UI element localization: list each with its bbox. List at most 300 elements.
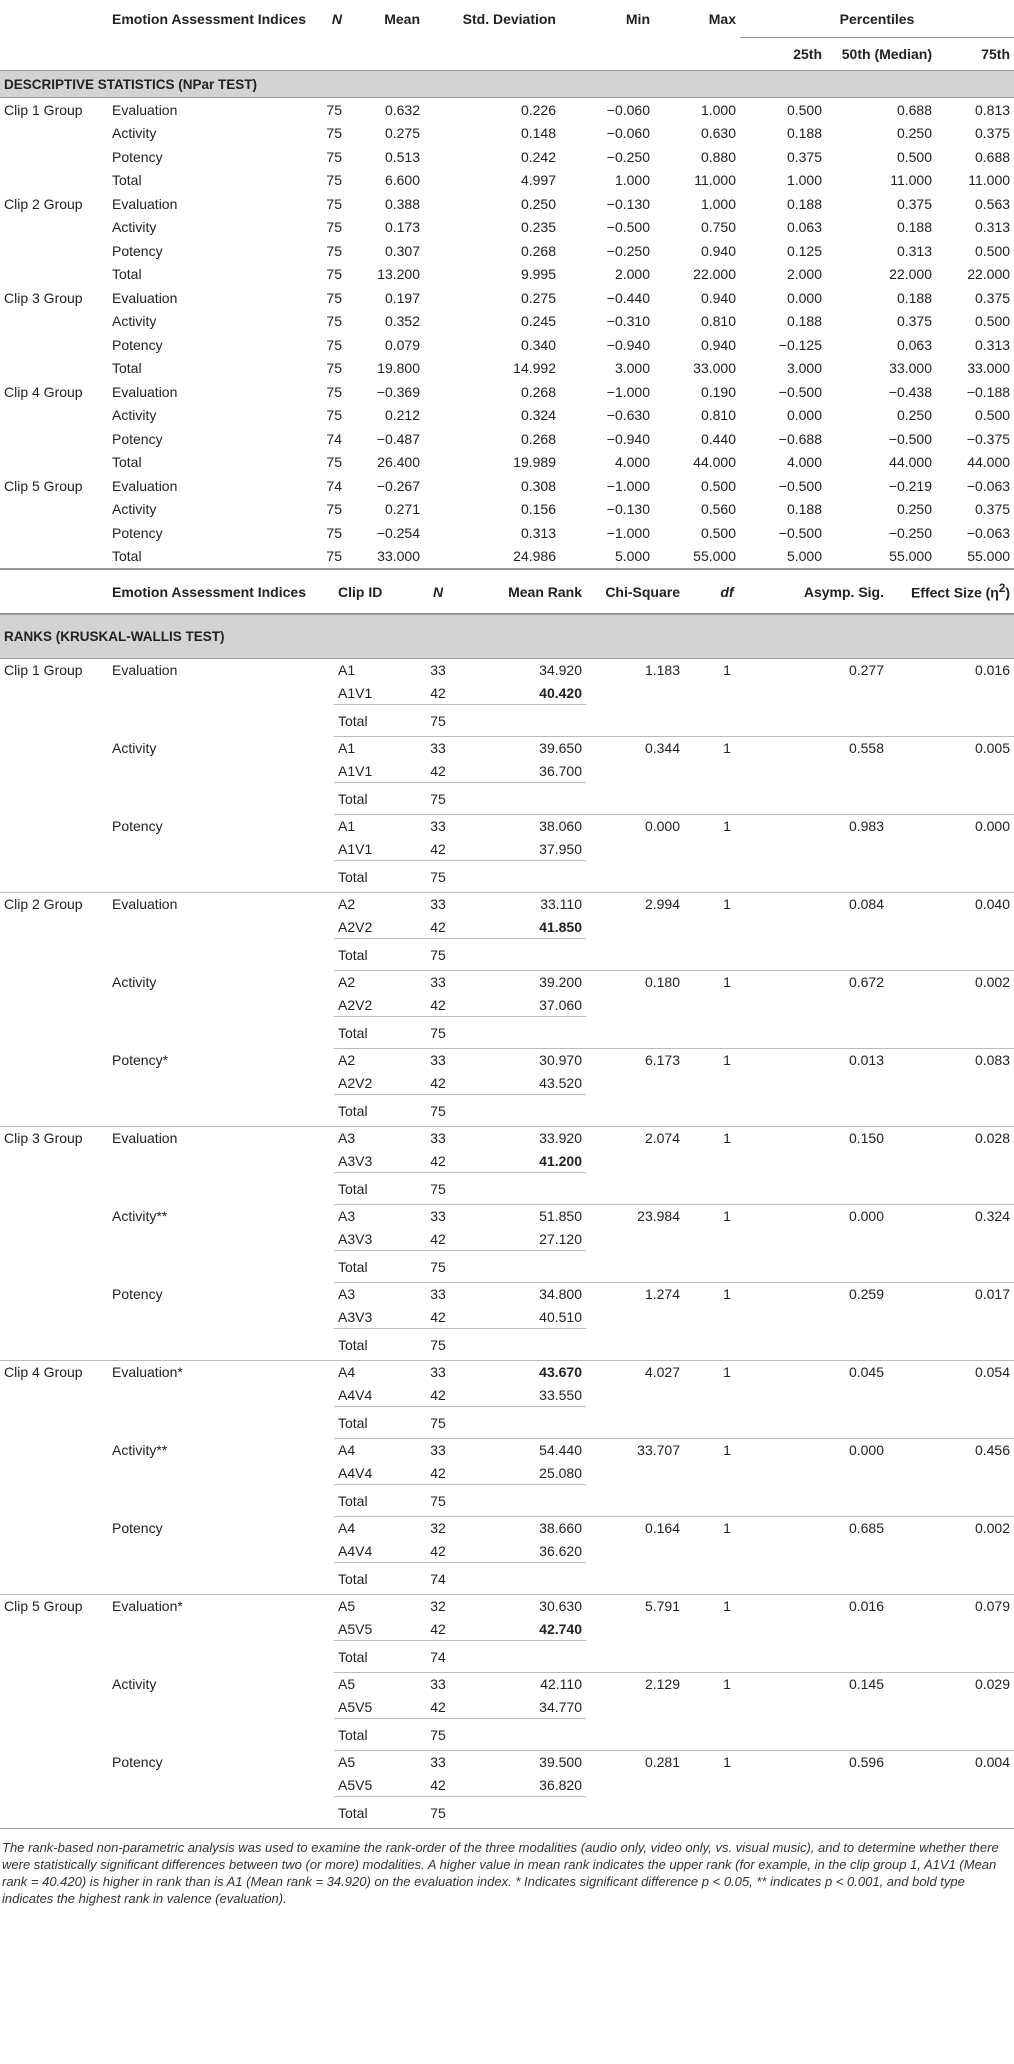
- cell-group: [0, 1329, 108, 1361]
- cell-clip-id: A1V1: [338, 840, 373, 857]
- cell-total-n: 75: [416, 783, 460, 815]
- cell-empty: [460, 1251, 586, 1283]
- cell-index: Activity: [112, 313, 157, 330]
- cell-max: 0.440: [700, 430, 736, 447]
- table-row: [0, 861, 1014, 893]
- cell-index: Activity: [112, 407, 157, 424]
- cell-group: [0, 263, 108, 287]
- cell-index: [108, 760, 334, 783]
- cell-p75: 33.000: [967, 360, 1011, 377]
- cell-p75: 0.375: [974, 501, 1011, 518]
- cell-index: [108, 1017, 334, 1049]
- cell-index: [108, 939, 334, 971]
- cell-index: [108, 994, 334, 1017]
- cell-group: Clip 3 Group: [0, 1127, 108, 1150]
- cell-group: [0, 1751, 108, 1774]
- cell-mean-rank: 36.620: [539, 1542, 582, 1559]
- cell-sd: 0.235: [520, 219, 556, 236]
- cell-total-label: Total: [334, 1641, 416, 1673]
- cell-max: 0.500: [700, 524, 736, 541]
- cell-total-label: Total: [334, 1095, 416, 1127]
- cell-index: [108, 1173, 334, 1205]
- cell-index: Activity: [112, 501, 157, 518]
- cell-max: 0.500: [700, 477, 736, 494]
- cell-p25: 0.063: [786, 219, 822, 236]
- cell-index: Potency: [112, 242, 163, 259]
- table-row: [0, 1049, 1014, 1072]
- cell-mean-rank: 38.060: [460, 815, 586, 838]
- cell-n: 75: [326, 125, 342, 142]
- cell-total-n: 74: [416, 1563, 460, 1595]
- cell-index: [108, 1095, 334, 1127]
- cell-group: [0, 1306, 108, 1329]
- ranks-header-clip-id: Clip ID: [334, 569, 416, 614]
- header-indices: Emotion Assessment Indices: [112, 10, 306, 27]
- cell-mean: 0.079: [384, 336, 420, 353]
- cell-max: 0.560: [700, 501, 736, 518]
- cell-n: 75: [326, 219, 342, 236]
- cell-mean-rank: 37.950: [539, 840, 582, 857]
- table-row: [0, 427, 1014, 451]
- cell-clip-id: A3V3: [338, 1308, 373, 1325]
- cell-clip-id: A2V2: [338, 1074, 373, 1091]
- cell-chi-square: 5.791: [586, 1595, 684, 1618]
- cell-asymp-sig: 0.596: [770, 1751, 888, 1774]
- cell-group: [0, 971, 108, 994]
- cell-index: [108, 1407, 334, 1439]
- cell-p25: 0.188: [786, 195, 822, 212]
- cell-n: 33: [416, 815, 460, 838]
- cell-empty: [460, 1485, 586, 1517]
- table-row: [0, 474, 1014, 498]
- table-row: [0, 994, 1014, 1017]
- cell-p50: 0.375: [896, 313, 932, 330]
- cell-p50: 0.250: [896, 125, 932, 142]
- cell-empty: [770, 1173, 888, 1205]
- cell-effect-size: 0.083: [888, 1049, 1014, 1072]
- cell-index: [108, 1329, 334, 1361]
- cell-group: [0, 1563, 108, 1595]
- cell-empty: [770, 1384, 888, 1407]
- cell-empty: [586, 682, 684, 705]
- table-row: [0, 286, 1014, 310]
- cell-effect-size: 0.054: [888, 1361, 1014, 1384]
- cell-mean-rank: 54.440: [460, 1439, 586, 1462]
- cell-empty: [770, 1462, 888, 1485]
- cell-group: [0, 737, 108, 760]
- cell-empty: [888, 1797, 1014, 1829]
- cell-empty: [460, 1095, 586, 1127]
- cell-mean-rank: 42.740: [539, 1620, 582, 1637]
- table-row: [0, 1329, 1014, 1361]
- cell-index: [108, 1563, 334, 1595]
- cell-p50: 0.375: [896, 195, 932, 212]
- cell-total-n: 75: [416, 1251, 460, 1283]
- cell-group: Clip 1 Group: [4, 662, 83, 679]
- cell-mean: 0.271: [384, 501, 420, 518]
- cell-empty: [888, 783, 1014, 815]
- cell-clip-id: A5V5: [338, 1698, 373, 1715]
- cell-min: −0.060: [606, 101, 650, 118]
- cell-group: [0, 545, 108, 569]
- cell-effect-size: 0.029: [888, 1673, 1014, 1696]
- cell-total-label: Total: [334, 1017, 416, 1049]
- cell-n: 74: [326, 477, 342, 494]
- cell-group: [0, 861, 108, 893]
- cell-min: −0.630: [606, 407, 650, 424]
- header-min: Min: [625, 10, 650, 27]
- cell-empty: [586, 994, 684, 1017]
- table-row: [0, 1251, 1014, 1283]
- header-p50: 50th (Median): [841, 46, 932, 62]
- cell-n: 42: [430, 1308, 446, 1325]
- cell-n: 32: [416, 1595, 460, 1618]
- cell-empty: [684, 1095, 770, 1127]
- cell-clip-id: A3V3: [338, 1230, 373, 1247]
- cell-empty: [684, 939, 770, 971]
- cell-empty: [888, 1641, 1014, 1673]
- cell-clip-id: A2V2: [338, 996, 373, 1013]
- cell-n: 75: [326, 454, 342, 471]
- header-n: N: [331, 10, 342, 27]
- cell-n: 75: [326, 313, 342, 330]
- cell-empty: [586, 1462, 684, 1485]
- cell-n: 42: [430, 1152, 446, 1169]
- cell-asymp-sig: 0.045: [770, 1361, 888, 1384]
- cell-empty: [586, 1384, 684, 1407]
- table-row: [0, 545, 1014, 569]
- cell-p25: 0.125: [786, 242, 822, 259]
- cell-empty: [684, 916, 770, 939]
- table-row: [0, 1283, 1014, 1306]
- cell-index: Evaluation*: [108, 1595, 334, 1618]
- cell-empty: [888, 1251, 1014, 1283]
- cell-group: [0, 216, 108, 240]
- table-row: [0, 521, 1014, 545]
- table-row: [0, 498, 1014, 522]
- cell-clip-id: A1: [334, 815, 416, 838]
- cell-index: Total: [112, 454, 142, 471]
- cell-chi-square: 6.173: [586, 1049, 684, 1072]
- cell-empty: [770, 1696, 888, 1719]
- cell-min: −0.130: [606, 195, 650, 212]
- cell-index: [108, 916, 334, 939]
- table-row: [0, 783, 1014, 815]
- cell-empty: [586, 1485, 684, 1517]
- cell-df: 1: [684, 815, 770, 838]
- cell-total-n: 74: [416, 1641, 460, 1673]
- cell-p75: 0.313: [974, 219, 1011, 236]
- cell-n: 33: [416, 1283, 460, 1306]
- cell-mean-rank: 42.110: [460, 1673, 586, 1696]
- cell-min: −0.440: [606, 289, 650, 306]
- cell-mean: 33.000: [377, 548, 420, 565]
- cell-empty: [770, 1017, 888, 1049]
- cell-sd: 24.986: [513, 548, 556, 565]
- cell-min: −0.060: [606, 125, 650, 142]
- cell-mean: 0.388: [384, 195, 420, 212]
- cell-total-n: 75: [416, 861, 460, 893]
- cell-clip-id: A1V1: [338, 762, 373, 779]
- cell-p25: −0.688: [778, 430, 822, 447]
- cell-clip-id: A3V3: [338, 1152, 373, 1169]
- cell-mean-rank: 40.510: [539, 1308, 582, 1325]
- cell-empty: [684, 1150, 770, 1173]
- cell-empty: [770, 760, 888, 783]
- cell-p25: −0.500: [778, 383, 822, 400]
- cell-min: −1.000: [606, 524, 650, 541]
- cell-p50: −0.219: [888, 477, 932, 494]
- cell-total-label: Total: [334, 1251, 416, 1283]
- cell-group: [0, 404, 108, 428]
- cell-effect-size: 0.002: [888, 1517, 1014, 1540]
- table-row: [0, 815, 1014, 838]
- cell-empty: [770, 1563, 888, 1595]
- cell-group: [0, 357, 108, 381]
- table-row: [0, 263, 1014, 287]
- cell-p75: −0.063: [966, 524, 1011, 541]
- cell-sd: 0.268: [520, 383, 556, 400]
- cell-clip-id: A1V1: [338, 684, 373, 701]
- cell-mean-rank: 41.850: [539, 918, 582, 935]
- cell-p50: −0.250: [888, 524, 932, 541]
- cell-n: 75: [326, 524, 342, 541]
- cell-p75: 22.000: [967, 266, 1011, 283]
- cell-n: 75: [326, 501, 342, 518]
- cell-group: [0, 310, 108, 334]
- cell-min: −0.940: [606, 336, 650, 353]
- cell-n: 33: [416, 1127, 460, 1150]
- cell-p25: 1.000: [786, 172, 822, 189]
- cell-index: Potency: [112, 1286, 163, 1302]
- cell-group: [0, 760, 108, 783]
- cell-p75: 0.813: [974, 101, 1011, 118]
- cell-empty: [770, 1719, 888, 1751]
- cell-effect-size: 0.456: [888, 1439, 1014, 1462]
- cell-df: 1: [684, 1517, 770, 1540]
- cell-mean-rank: 43.670: [460, 1361, 586, 1384]
- cell-empty: [888, 916, 1014, 939]
- cell-clip-id: A2V2: [338, 918, 373, 935]
- table-row: [0, 192, 1014, 216]
- cell-df: 1: [684, 1205, 770, 1228]
- cell-empty: [684, 1462, 770, 1485]
- cell-empty: [770, 1407, 888, 1439]
- cell-clip-id: A1: [334, 737, 416, 760]
- cell-empty: [460, 1797, 586, 1829]
- cell-n: 42: [430, 1620, 446, 1637]
- cell-df: 1: [684, 1127, 770, 1150]
- cell-sd: 9.995: [520, 266, 556, 283]
- cell-group: [0, 1485, 108, 1517]
- cell-mean: −0.487: [376, 430, 420, 447]
- cell-group: [0, 122, 108, 146]
- cell-max: 0.630: [700, 125, 736, 142]
- cell-clip-id: A4V4: [338, 1542, 373, 1559]
- cell-p50: 0.250: [896, 407, 932, 424]
- cell-index: [108, 1072, 334, 1095]
- cell-p25: 0.000: [786, 407, 822, 424]
- cell-chi-square: 1.183: [644, 662, 680, 679]
- cell-group: [0, 1049, 108, 1072]
- cell-index: Total: [112, 172, 142, 189]
- cell-mean: −0.267: [376, 477, 420, 494]
- cell-mean: 0.275: [384, 125, 420, 142]
- table-row: [0, 1563, 1014, 1595]
- cell-group: [0, 838, 108, 861]
- cell-index: Potency: [112, 1754, 163, 1770]
- table-row: [0, 1696, 1014, 1719]
- cell-clip-id: A2: [334, 893, 416, 916]
- cell-p75: −0.375: [966, 430, 1011, 447]
- cell-group: [0, 239, 108, 263]
- cell-asymp-sig: 0.000: [770, 1205, 888, 1228]
- cell-asymp-sig: 0.983: [770, 815, 888, 838]
- cell-n: 74: [326, 430, 342, 447]
- table-row: [0, 145, 1014, 169]
- cell-index: Evaluation: [112, 662, 178, 679]
- cell-empty: [684, 1329, 770, 1361]
- header-max: Max: [708, 10, 736, 27]
- cell-mean-rank: 34.770: [539, 1698, 582, 1715]
- table-row: [0, 1205, 1014, 1228]
- cell-group: [0, 705, 108, 737]
- cell-p25: 0.188: [786, 501, 822, 518]
- cell-chi-square: 2.994: [586, 893, 684, 916]
- cell-mean-rank: 51.850: [460, 1205, 586, 1228]
- table-row: [0, 122, 1014, 146]
- cell-sd: 0.340: [520, 336, 556, 353]
- cell-empty: [684, 783, 770, 815]
- cell-n: 33: [416, 893, 460, 916]
- cell-total-n: 75: [416, 939, 460, 971]
- cell-p75: 0.688: [974, 148, 1011, 165]
- table-footnote: The rank-based non-parametric analysis was used to examine the rank-order of the three modalities (audio only, video only, vs. visual music), and to determine whether there were statistically significant differences between two (or more) modalities. A higher value in mean rank indicates the upper rank (for example, in the clip group 1, A1V1 (Mean rank = 40.420) is higher in rank than is A1 (Mean rank = 34.920) on the evaluation index. * Indicates significant difference p < 0.05, ** indicates p < 0.001, and bold type indicates the highest rank in valence (evaluation).: [0, 1828, 1014, 1893]
- cell-empty: [684, 1173, 770, 1205]
- cell-index: [108, 1696, 334, 1719]
- cell-min: −1.000: [606, 383, 650, 400]
- cell-index: Potency: [112, 524, 163, 541]
- cell-clip-id: A4V4: [338, 1386, 373, 1403]
- cell-clip-id: A2: [334, 971, 416, 994]
- cell-df: 1: [684, 737, 770, 760]
- cell-sd: 0.275: [520, 289, 556, 306]
- cell-clip-id: A3: [334, 1205, 416, 1228]
- cell-group: [0, 1251, 108, 1283]
- cell-total-n: 75: [416, 1719, 460, 1751]
- cell-empty: [770, 1095, 888, 1127]
- cell-total-n: 75: [416, 1173, 460, 1205]
- cell-group: Clip 4 Group: [0, 1361, 108, 1384]
- cell-max: 0.940: [700, 289, 736, 306]
- cell-mean-rank: 34.920: [460, 659, 586, 682]
- cell-df: 1: [684, 1049, 770, 1072]
- cell-n: 33: [416, 659, 460, 682]
- cell-empty: [770, 783, 888, 815]
- table-row: [0, 971, 1014, 994]
- cell-empty: [888, 1407, 1014, 1439]
- cell-n: 42: [430, 1698, 446, 1715]
- cell-empty: [586, 939, 684, 971]
- cell-empty: [684, 1696, 770, 1719]
- header-mean: Mean: [384, 10, 420, 27]
- cell-total-n: 75: [416, 1485, 460, 1517]
- cell-empty: [684, 1618, 770, 1641]
- cell-clip-id: A4V4: [338, 1464, 373, 1481]
- cell-mean-rank: 41.200: [539, 1152, 582, 1169]
- cell-group: [0, 1540, 108, 1563]
- cell-empty: [586, 1563, 684, 1595]
- cell-index: [108, 1618, 334, 1641]
- ranks-header-df: df: [684, 569, 770, 614]
- table-row: [0, 1618, 1014, 1641]
- cell-empty: [586, 1618, 684, 1641]
- cell-empty: [586, 1797, 684, 1829]
- cell-mean: −0.254: [376, 524, 420, 541]
- cell-sd: 0.324: [520, 407, 556, 424]
- cell-group: Clip 5 Group: [0, 1595, 108, 1618]
- cell-n: 33: [416, 971, 460, 994]
- ranks-header-mean-rank: Mean Rank: [460, 569, 586, 614]
- cell-index: Activity: [112, 125, 157, 142]
- cell-empty: [586, 1150, 684, 1173]
- cell-mean-rank: 30.970: [460, 1049, 586, 1072]
- table-row: [0, 1462, 1014, 1485]
- cell-group: [0, 916, 108, 939]
- cell-mean: 0.307: [384, 242, 420, 259]
- cell-index: Potency: [112, 336, 163, 353]
- cell-p50: 0.188: [896, 219, 932, 236]
- cell-group: [0, 1173, 108, 1205]
- cell-sd: 0.156: [520, 501, 556, 518]
- cell-mean-rank: 43.520: [539, 1074, 582, 1091]
- cell-group: Clip 5 Group: [4, 477, 83, 494]
- cell-empty: [460, 939, 586, 971]
- cell-empty: [684, 1641, 770, 1673]
- table-row: [0, 1095, 1014, 1127]
- cell-clip-id: A4: [334, 1517, 416, 1540]
- table-row: [0, 1641, 1014, 1673]
- cell-empty: [888, 861, 1014, 893]
- header-p25: 25th: [793, 46, 822, 62]
- cell-p50: 0.313: [896, 242, 932, 259]
- cell-sd: 0.268: [520, 242, 556, 259]
- cell-p50: 55.000: [889, 548, 932, 565]
- table-row: [0, 1485, 1014, 1517]
- table-row: [0, 939, 1014, 971]
- cell-p25: 0.188: [786, 313, 822, 330]
- cell-empty: [586, 1407, 684, 1439]
- cell-group: [0, 815, 108, 838]
- cell-empty: [770, 861, 888, 893]
- cell-n: 42: [430, 684, 446, 701]
- cell-group: [0, 1283, 108, 1306]
- cell-max: 44.000: [693, 454, 736, 471]
- cell-min: 2.000: [614, 266, 650, 283]
- cell-empty: [586, 1540, 684, 1563]
- cell-n: 42: [430, 1542, 446, 1559]
- cell-min: −0.940: [606, 430, 650, 447]
- cell-empty: [888, 1485, 1014, 1517]
- ranks-table: [0, 568, 1014, 1828]
- cell-max: 55.000: [693, 548, 736, 565]
- cell-mean: 0.212: [384, 407, 420, 424]
- cell-group: [0, 783, 108, 815]
- cell-empty: [770, 1797, 888, 1829]
- cell-index: [108, 1251, 334, 1283]
- cell-df: 1: [684, 971, 770, 994]
- cell-index: Evaluation*: [108, 1361, 334, 1384]
